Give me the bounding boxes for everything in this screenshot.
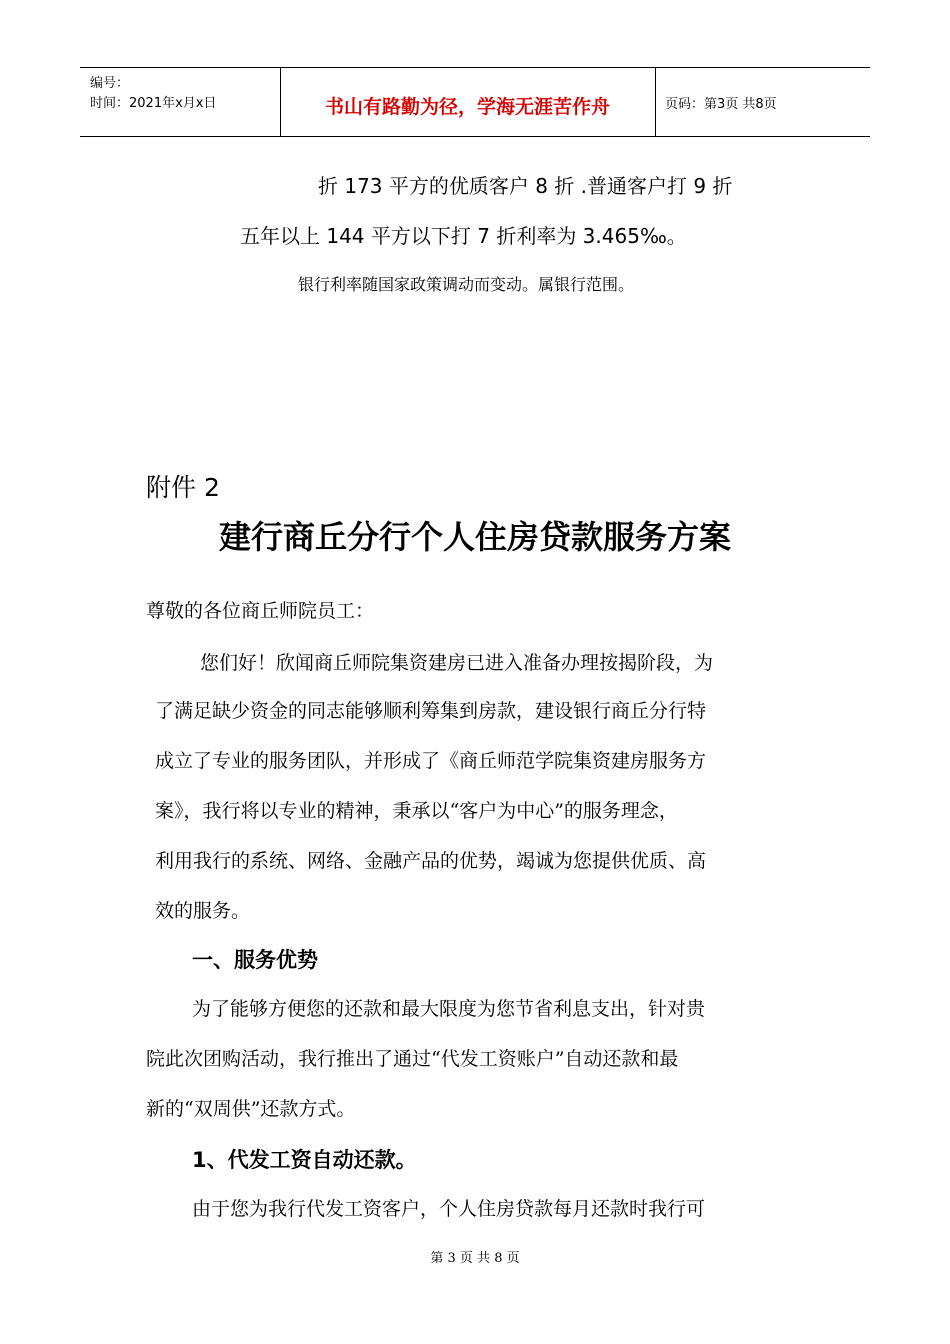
section-heading: 一、服务优势 xyxy=(192,948,318,972)
header-page-info: 页码：第3页 共8页 xyxy=(665,97,777,112)
serial-label: 编号： xyxy=(90,76,130,91)
document-title: 建行商丘分行个人住房贷款服务方案 xyxy=(218,518,731,556)
intro-line: 效的服务。 xyxy=(155,900,251,922)
salutation: 尊敬的各位商丘师院员工： xyxy=(146,600,375,622)
intro-line: 案》，我行将以专业的精神，秉承以“客户为中心”的服务理念， xyxy=(155,800,678,822)
intro-line: 您们好！欣闻商丘师院集资建房已进入准备办理按揭阶段，为 xyxy=(200,652,714,674)
section-line: 为了能够方便您的还款和最大限度为您节省利息支出，针对贵 xyxy=(192,998,706,1020)
attachment-label: 附件 2 xyxy=(146,473,220,502)
rate-note: 银行利率随国家政策调动而变动。属银行范围。 xyxy=(298,275,635,294)
intro-line: 了满足缺少资金的同志能够顺利筹集到房款，建设银行商丘分行特 xyxy=(155,700,707,722)
header-motto: 书山有路勤为径，学海无涯苦作舟 xyxy=(324,96,610,118)
discount-note-line-2: 五年以上 144 平方以下打 7 折利率为 3.465‰。 xyxy=(240,224,687,248)
subsection-line: 由于您为我行代发工资客户，个人住房贷款每月还款时我行可 xyxy=(192,1198,706,1220)
header-page-cell xyxy=(655,68,870,136)
page-footer: 第 3 页 共 8 页 xyxy=(430,1251,520,1266)
intro-line: 成立了专业的服务团队，并形成了《商丘师范学院集资建房服务方 xyxy=(155,750,707,772)
header-motto-cell xyxy=(280,68,656,136)
subsection-heading: 1、代发工资自动还款。 xyxy=(192,1148,417,1172)
page-header xyxy=(80,67,870,137)
intro-line: 利用我行的系统、网络、金融产品的优势，竭诚为您提供优质、高 xyxy=(155,850,707,872)
section-line: 院此次团购活动，我行推出了通过“代发工资账户”自动还款和最 xyxy=(146,1048,679,1070)
header-info-cell xyxy=(80,68,281,136)
discount-note-line-1: 折 173 平方的优质客户 8 折 .普通客户打 9 折 xyxy=(318,174,733,198)
section-line: 新的“双周供”还款方式。 xyxy=(146,1098,356,1120)
date-line: 时间：2021年x月x日 xyxy=(90,96,217,111)
